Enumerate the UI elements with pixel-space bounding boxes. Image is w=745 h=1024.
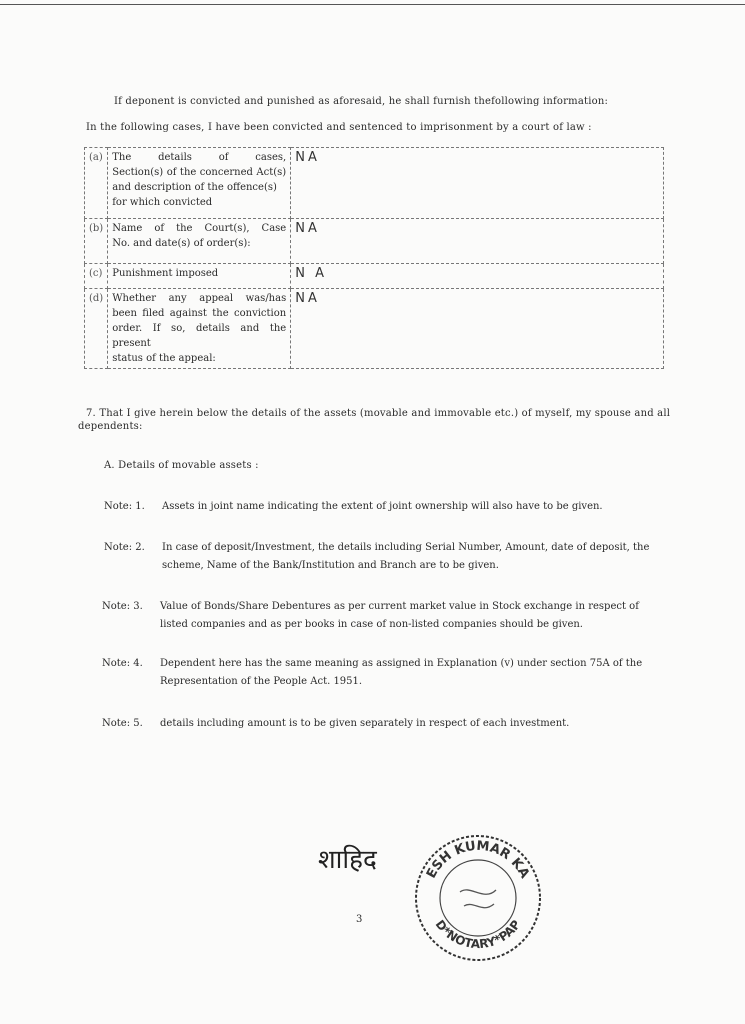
row-description <box>108 148 291 219</box>
desc-line: The details of cases, <box>112 152 287 163</box>
seal-top-text: ESH KUMAR KA <box>424 838 532 881</box>
row-value: NA <box>291 289 664 369</box>
table-row <box>85 264 664 289</box>
row-index: (b) <box>85 219 108 264</box>
desc-line: status of the appeal: <box>112 353 216 364</box>
desc-line: Punishment imposed <box>112 268 219 279</box>
note-text: Dependent here has the same meaning as assigned in Explanation (v) under section 75A of the Representation of the People Act. 1951. <box>160 658 643 687</box>
row-value: NA <box>291 148 664 219</box>
intro-line-2: In the following cases, I have been convicted and sentenced to imprisonment by a court of law : <box>86 122 592 133</box>
desc-line: Whether any appeal was/has <box>112 293 287 304</box>
row-index: (d) <box>85 289 108 369</box>
note-label: Note: 1. <box>104 501 145 512</box>
note-text: Assets in joint name indicating the extent of joint ownership will also have to be given. <box>162 501 603 512</box>
note-text: In case of deposit/Investment, the details including Serial Number, Amount, date of deposit, the scheme, Name of the Bank/Institution and Branch are to be given. <box>162 542 650 571</box>
desc-line: Section(s) of the concerned Act(s) <box>112 167 287 178</box>
page-number: 3 <box>356 914 363 925</box>
row-description <box>108 289 291 369</box>
desc-line: been filed against the conviction <box>112 308 287 319</box>
row-description <box>108 219 291 264</box>
assets-line-1: 7. That I give herein below the details of the assets (movable and immovable etc.) of myself, my spouse and all <box>86 408 671 419</box>
assets-line-2: dependents: <box>78 421 143 432</box>
table-row <box>85 219 664 264</box>
conviction-table <box>84 147 664 369</box>
row-index: (a) <box>85 148 108 219</box>
desc-line: No. and date(s) of order(s): <box>112 238 251 249</box>
signature: शाहिद <box>318 845 377 875</box>
row-description <box>108 264 291 289</box>
desc-line: order. If so, details and the present <box>112 323 287 349</box>
row-value: NA <box>291 219 664 264</box>
scan-edge-line <box>0 4 745 5</box>
seal-bottom-text: D*NOTARY*PAP <box>432 917 524 952</box>
desc-line: Name of the Court(s), Case <box>112 223 287 234</box>
note-label: Note: 5. <box>102 718 143 729</box>
row-index: (c) <box>85 264 108 289</box>
movable-assets-heading: A. Details of movable assets : <box>104 460 259 471</box>
note-text: details including amount is to be given separately in respect of each investment. <box>160 718 570 729</box>
intro-line-1: If deponent is convicted and punished as aforesaid, he shall furnish thefollowing information: <box>114 96 609 107</box>
note-label: Note: 3. <box>102 601 143 612</box>
row-value: N A <box>291 264 664 289</box>
note-label: Note: 4. <box>102 658 143 669</box>
desc-line: for which convicted <box>112 197 213 208</box>
notary-seal <box>412 832 544 964</box>
table-row <box>85 148 664 219</box>
note-label: Note: 2. <box>104 542 145 553</box>
desc-line: and description of the offence(s) <box>112 182 277 193</box>
note-text: Value of Bonds/Share Debentures as per current market value in Stock exchange in respect of listed companies and as per books in case of non-listed companies should be given. <box>160 601 639 630</box>
table-row <box>85 289 664 369</box>
